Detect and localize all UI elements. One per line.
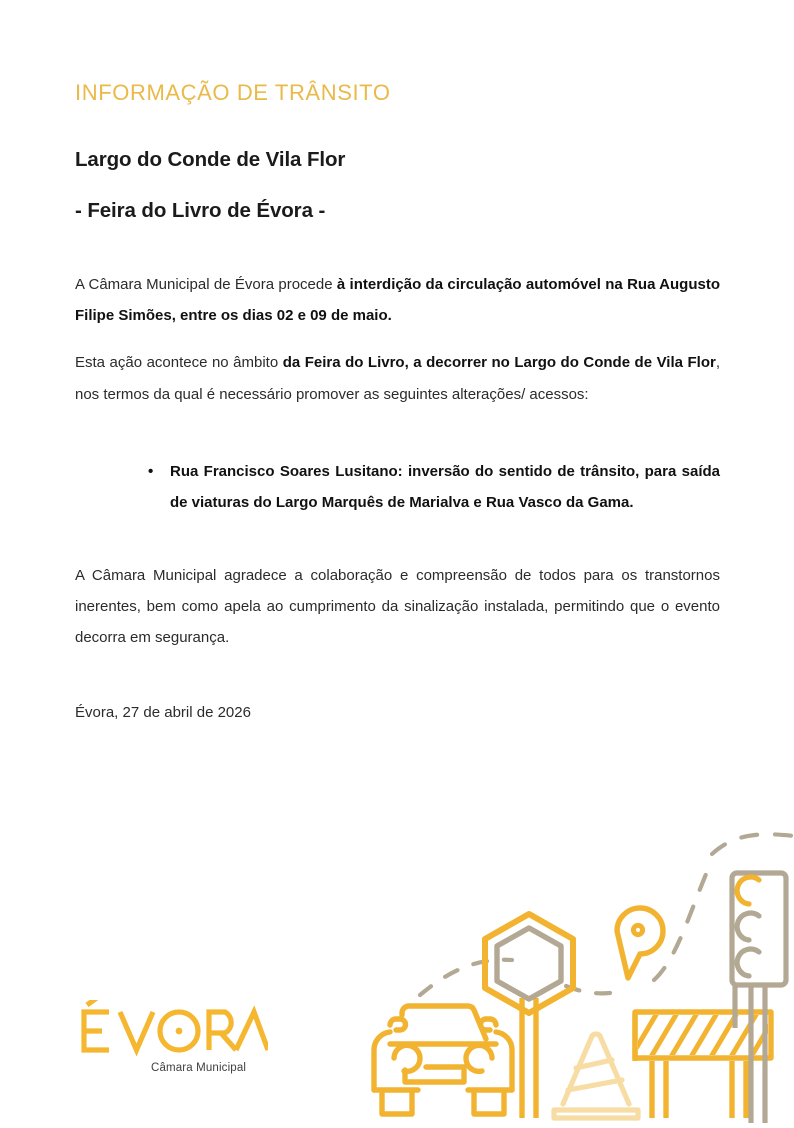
traffic-scene-illustration	[360, 818, 794, 1123]
barrier-stripes	[628, 1008, 780, 1062]
paragraph-feira-tail: , nos termos da qual é necessário promover as seguintes alterações/ acessos:	[75, 354, 720, 403]
date-block	[75, 697, 720, 728]
document-content	[75, 0, 720, 728]
road-barrier-icon	[628, 1008, 780, 1118]
evora-logo-center-dot	[176, 1028, 183, 1035]
body-block	[75, 269, 720, 727]
paragraph-interdicao	[75, 269, 720, 331]
evora-wordmark-icon	[78, 1000, 268, 1062]
page-title: INFORMAÇÃO DE TRÂNSITO	[75, 80, 391, 105]
evora-logo-subtitle: Câmara Municipal	[151, 1062, 247, 1074]
paragraph-feira-lead: Esta ação acontece no âmbito	[75, 354, 283, 372]
subject-title-line-2: - Feira do Livro de Évora -	[75, 198, 326, 222]
car-front-icon	[374, 1006, 512, 1114]
traffic-light-lamp-middle	[737, 913, 759, 940]
location-pin-icon	[617, 908, 663, 978]
paragraph-interdicao-lead: A Câmara Municipal de Évora procede	[75, 276, 337, 294]
subject-title-line-1: Largo do Conde de Vila Flor	[75, 148, 346, 172]
alteracoes-list	[75, 456, 720, 518]
date-line: Évora, 27 de abril de 2026	[75, 703, 251, 721]
paragraph-feira-bold: da Feira do Livro, a decorrer no Largo do Conde de Vila Flor	[282, 354, 716, 372]
paragraph-agradecimento: A Câmara Municipal agradece a colaboração e compreensão de todos para os transtornos inerentes, bem como apela ao cumprimento da sinalização instalada, permitindo que o evento decorra em segurança.	[75, 566, 720, 646]
traffic-scene-svg	[360, 818, 794, 1123]
evora-logo	[78, 1000, 278, 1090]
traffic-light-lamp-top	[737, 877, 759, 904]
list-item: • Rua Francisco Soares Lusitano: inversão do sentido de trânsito, para saída de viaturas do Largo Marquês de Marialva e Rua Vasco da Gama.	[170, 456, 720, 518]
traffic-light-icon	[732, 873, 786, 1123]
closing-block	[75, 560, 720, 653]
paragraph-feira-do-livro	[75, 347, 720, 409]
location-pin-dot	[633, 925, 642, 934]
paragraph-interdicao-bold: à interdição da circulação automóvel na Rua Augusto Filipe Simões, entre os dias 02 e 09 de maio.	[75, 276, 720, 325]
traffic-cone-icon	[554, 1034, 638, 1118]
hexagon-sign-inner	[497, 928, 561, 999]
traffic-light-lamp-bottom	[737, 949, 759, 976]
paragraph-spacer	[75, 339, 720, 347]
subject-title-block	[75, 150, 720, 221]
